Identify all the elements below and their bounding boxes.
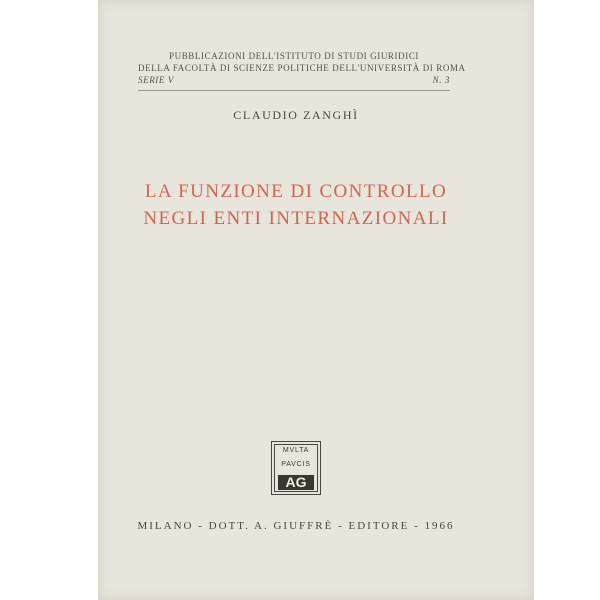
series-line-institute: PUBBLICAZIONI DELL'ISTITUTO DI STUDI GIURIDICI bbox=[168, 51, 420, 61]
logo-motto-line-1: MVLTA bbox=[282, 447, 310, 454]
series-header bbox=[138, 50, 466, 91]
series-number-row bbox=[138, 74, 450, 86]
book-title-line-2: NEGLI ENTI INTERNAZIONALI bbox=[143, 208, 449, 229]
book-title-line-1: LA FUNZIONE DI CONTROLLO bbox=[144, 181, 448, 202]
series-line-faculty: DELLA FACOLTÀ DI SCIENZE POLITICHE DELL'UNIVERSITÀ DI ROMA bbox=[138, 63, 466, 73]
series-number: N. 3 bbox=[432, 75, 450, 85]
series-divider bbox=[138, 90, 450, 91]
series-label: SERIE V bbox=[138, 75, 174, 85]
publisher-imprint: MILANO - DOTT. A. GIUFFRÈ - EDITORE - 1966 bbox=[137, 520, 455, 532]
logo-monogram: AG bbox=[278, 475, 314, 490]
publisher-logo bbox=[271, 441, 321, 495]
logo-motto-line-2: PAVCIS bbox=[281, 460, 311, 468]
book-title bbox=[98, 178, 494, 232]
author-name: CLAUDIO ZANGHÌ bbox=[233, 108, 359, 122]
title-page bbox=[98, 0, 534, 600]
publisher-logo-frame bbox=[274, 444, 318, 492]
